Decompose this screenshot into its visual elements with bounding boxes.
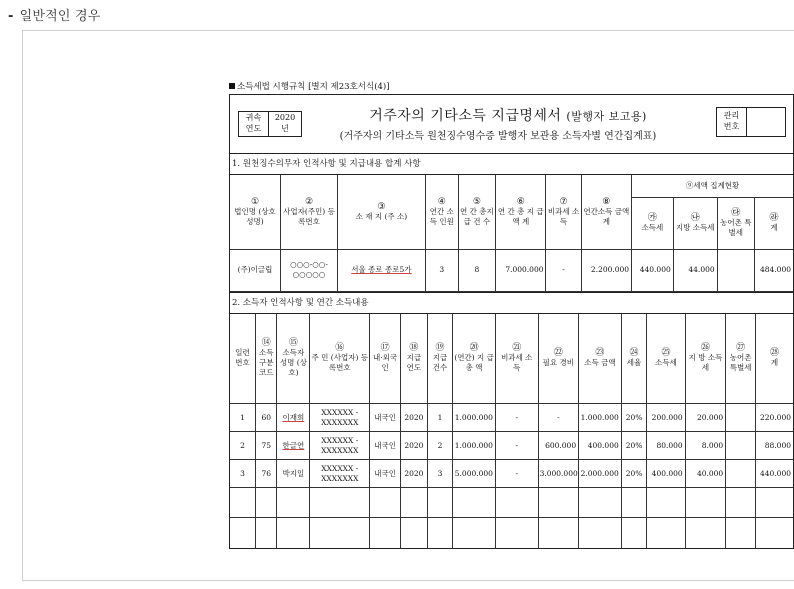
heading-text: 일반적인 경우 <box>19 9 101 24</box>
payer-summary-table <box>230 175 793 292</box>
empty-row <box>230 518 793 548</box>
table-row: 3 76 박지일 XXXXXX - XXXXXXX 내국인 2020 3 5.000.000 - 3.000.000 2.000.000 20% 400.000 40.000 440.000 <box>230 460 793 488</box>
header-income-amount: ㉓ 소득 금액 <box>579 314 622 404</box>
header-nontax: ⑦ 비과세 소 득 <box>546 175 581 249</box>
section-heading <box>8 5 101 24</box>
year-label-2: 연도 <box>245 124 262 133</box>
cell-corp-name: (주)이글립 <box>230 249 280 291</box>
cell-people: 3 <box>425 249 458 291</box>
header-code: ⑭ 소득 구분 코드 <box>256 314 277 404</box>
empty-row <box>230 488 793 518</box>
form-title <box>338 105 678 125</box>
cell-income: 2.200.000 <box>581 249 631 291</box>
cell-income-tax: 440.000 <box>632 249 674 291</box>
header-income: ⑧ 연간소득 금액 계 <box>581 175 631 249</box>
section-1-title: 1. 원천징수의무자 인적사항 및 지급내용 합계 사항 <box>230 154 793 175</box>
mgmt-label-1: 관리 <box>723 111 740 120</box>
section-2-title: 2. 소득자 인적사항 및 연간 소득내용 <box>230 292 793 314</box>
header-rural-tax: ㉗ 농어촌 특별세 <box>726 314 756 404</box>
table-row: 2 75 한글연 XXXXXX - XXXXXXX 내국인 2020 2 1.000.000 - 600.000 400.000 20% 80.000 8.000 88.000 <box>230 432 793 460</box>
header-reg-number: ② 사업자(주민) 등록번호 <box>280 175 337 249</box>
tax-form-document <box>229 80 794 549</box>
header-recipient-name: ⑮ 소득자 성명 (상호) <box>277 314 310 404</box>
cell-rural-tax <box>717 249 754 291</box>
header-total-paid: ⑥ 연 간 총 지 급액 계 <box>496 175 546 249</box>
header-local-tax: ㉯ 지방 소득세 <box>673 197 717 249</box>
cell-tax-total: 484.000 <box>754 249 793 291</box>
cell-address: 서울 종로 종로5가 <box>338 249 426 291</box>
cell-total-paid: 7.000.000 <box>496 249 546 291</box>
header-nationality: ⑰ 내·외국인 <box>370 314 401 404</box>
table-row: 1 60 이재희 XXXXXX - XXXXXXX 내국인 2020 1 1.000.000 - - 1.000.000 20% 200.000 20.000 220.000 <box>230 404 793 432</box>
header-row-total: ㉘ 계 <box>756 314 793 404</box>
cell-nontax: - <box>546 249 581 291</box>
mgmt-label-2: 번호 <box>723 122 740 131</box>
header-local-tax: ㉖ 지 방 소득세 <box>685 314 726 404</box>
header-paid-total: ⑳ (연간) 지 급 총 액 <box>453 314 496 404</box>
header-id-number: ⑯ 주 민 (사업자) 등록번호 <box>310 314 370 404</box>
header-tax-group: ⑨세액 집계현황 <box>632 175 793 197</box>
form-title-block <box>230 95 793 154</box>
management-number-box <box>716 107 786 137</box>
form-box <box>229 94 794 549</box>
form-title-paren: (발행자 보고용) <box>566 110 647 123</box>
header-expense: ㉒ 필요 경비 <box>538 314 579 404</box>
header-income-tax: ㉮ 소득세 <box>632 197 674 249</box>
square-bullet-icon <box>229 83 235 89</box>
header-people: ④ 연간 소득 인원 <box>425 175 458 249</box>
cell-count: 8 <box>458 249 495 291</box>
year-label-1: 귀속 <box>245 113 262 122</box>
header-tax-total: ㉱ 계 <box>754 197 793 249</box>
header-address: ③ 소 재 지 (주 소) <box>338 175 426 249</box>
form-title-text: 거주자의 기타소득 지급명세서 <box>369 108 562 124</box>
header-corp-name: ① 법인명 (상호성명) <box>230 175 280 249</box>
year-box <box>238 111 302 137</box>
header-pay-year: ⑱ 지급 연도 <box>401 314 428 404</box>
cell-local-tax: 44.000 <box>673 249 717 291</box>
header-rural-tax: ㉰ 농어촌 특별세 <box>717 197 754 249</box>
year-unit: 년 <box>281 124 289 133</box>
header-nontax-income: ㉑ 비과세 소 득 <box>495 314 538 404</box>
form-subtitle: (거주자의 기타소득 원천징수영수증 발행자 보관용 소득자별 연간집계표) <box>339 131 657 142</box>
header-income-tax: ㉕ 소득세 <box>647 314 685 404</box>
header-rate: ㉔ 세율 <box>621 314 647 404</box>
header-seq: 일련 번호 <box>230 314 256 404</box>
heading-dash: - <box>8 9 14 24</box>
form-caption <box>229 80 794 94</box>
form-caption-text: 소득세법 시행규칙 [별지 제23호서식(4)] <box>237 82 390 92</box>
cell-reg-number: ○○○-○○-○○○○○ <box>280 249 337 291</box>
header-count: ⑤ 연 간 총지급 건 수 <box>458 175 495 249</box>
recipient-income-table <box>230 314 793 548</box>
year-value: 2020 <box>274 113 296 122</box>
header-pay-count: ⑲ 지급 건수 <box>427 314 453 404</box>
table-row <box>230 249 793 291</box>
